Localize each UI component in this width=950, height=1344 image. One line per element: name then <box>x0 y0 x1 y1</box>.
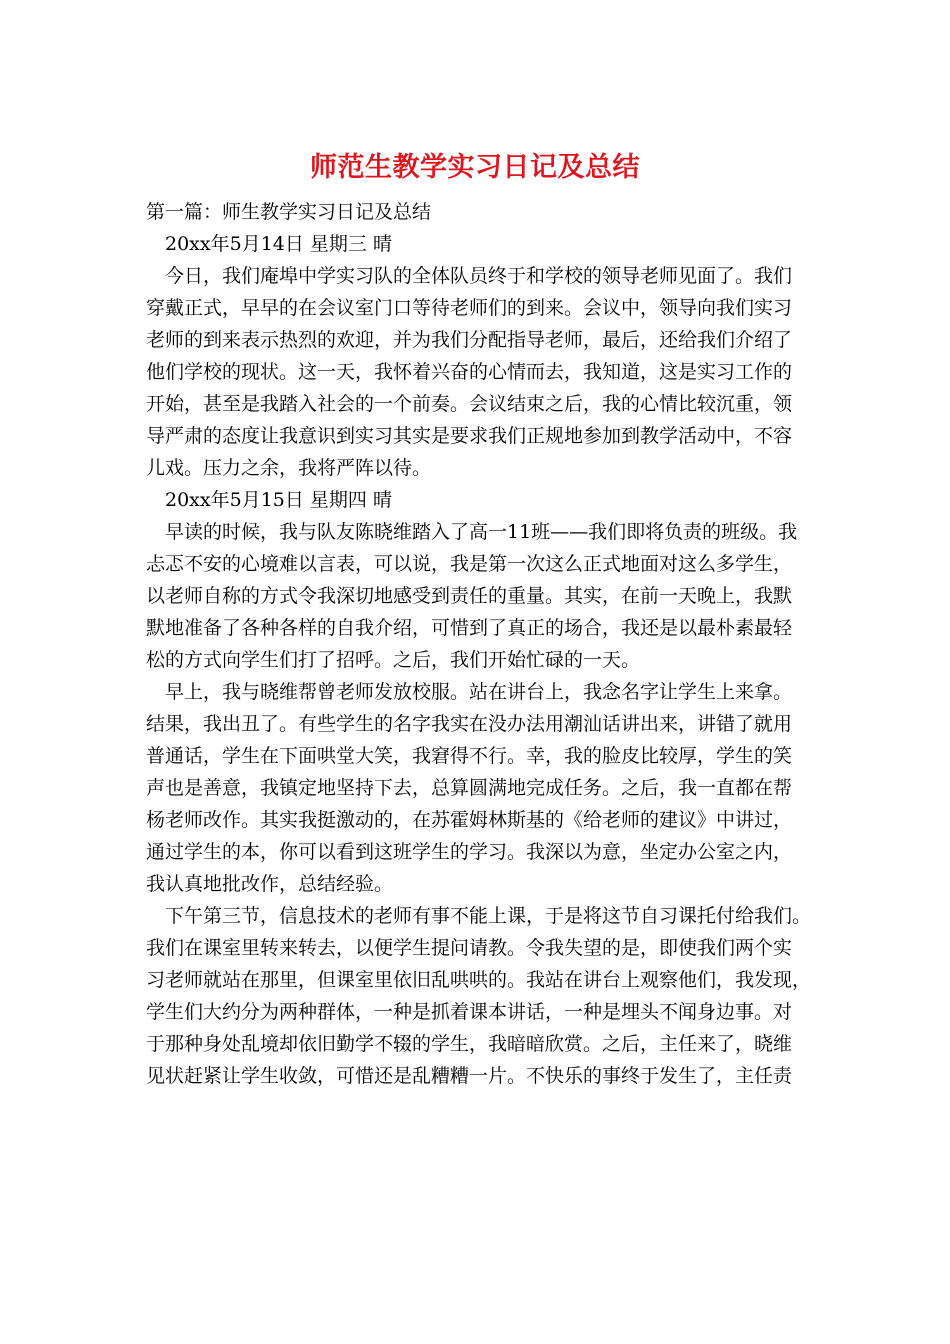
paragraph-line: 松的方式向学生们打了招呼。之后，我们开始忙碌的一天。 <box>146 649 641 671</box>
paragraph-line: 于那种身处乱境却依旧勤学不辍的学生，我暗暗欣赏。之后，主任来了，晓维 <box>146 1033 793 1055</box>
paragraph-line: 默地准备了各种各样的自我介绍，可惜到了真正的场合，我还是以最朴素最轻 <box>146 617 793 639</box>
paragraph-line: 以老师自称的方式令我深切地感受到责任的重量。其实，在前一天晚上，我默 <box>146 585 793 607</box>
paragraph-line: 早上，我与晓维帮曾老师发放校服。站在讲台上，我念名字让学生上来拿。 <box>165 681 793 703</box>
document-body <box>146 196 810 1092</box>
paragraph-line: 杨老师改作。其实我挺激动的，在苏霍姆林斯基的《给老师的建议》中讲过， <box>146 809 793 831</box>
entry-2-date: 20xx年5月15日 星期四 晴 <box>165 489 392 511</box>
paragraph-line: 下午第三节，信息技术的老师有事不能上课，于是将这节自习课托付给我们。 <box>165 905 812 927</box>
entry-1-date: 20xx年5月14日 星期三 晴 <box>165 233 392 255</box>
paragraph-line: 学生们大约分为两种群体，一种是抓着课本讲话，一种是埋头不闻身边事。对 <box>146 1001 793 1023</box>
paragraph-line: 早读的时候，我与队友陈晓维踏入了高一11班——我们即将负责的班级。我 <box>165 521 798 543</box>
paragraph-line: 儿戏。压力之余，我将严阵以待。 <box>146 457 432 479</box>
paragraph-line: 习老师就站在那里，但课室里依旧乱哄哄的。我站在讲台上观察他们，我发现， <box>146 969 812 991</box>
paragraph-line: 导严肃的态度让我意识到实习其实是要求我们正规地参加到教学活动中，不容 <box>146 425 793 447</box>
paragraph-line: 开始，甚至是我踏入社会的一个前奏。会议结束之后，我的心情比较沉重，领 <box>146 393 793 415</box>
paragraph-line: 老师的到来表示热烈的欢迎，并为我们分配指导老师，最后，还给我们介绍了 <box>146 329 793 351</box>
paragraph-line: 普通话，学生在下面哄堂大笑，我窘得不行。幸，我的脸皮比较厚，学生的笑 <box>146 745 793 767</box>
paragraph-line: 声也是善意，我镇定地坚持下去，总算圆满地完成任务。之后，我一直都在帮 <box>146 777 793 799</box>
paragraph-line: 穿戴正式，早早的在会议室门口等待老师们的到来。会议中，领导向我们实习 <box>146 297 793 319</box>
paragraph-line: 见状赶紧让学生收敛，可惜还是乱糟糟一片。不快乐的事终于发生了，主任责 <box>146 1065 793 1087</box>
paragraph-line: 我们在课室里转来转去，以便学生提问请教。令我失望的是，即使我们两个实 <box>146 937 793 959</box>
paragraph-line: 结果，我出丑了。有些学生的名字我实在没办法用潮汕话讲出来，讲错了就用 <box>146 713 793 735</box>
paragraph-line: 今日，我们庵埠中学实习队的全体队员终于和学校的领导老师见面了。我们 <box>165 265 793 287</box>
paragraph-line: 忐忑不安的心境难以言表，可以说，我是第一次这么正式地面对这么多学生， <box>146 553 793 575</box>
document-title: 师范生教学实习日记及总结 <box>310 152 640 183</box>
section-heading: 第一篇：师生教学实习日记及总结 <box>146 201 432 223</box>
paragraph-line: 通过学生的本，你可以看到这班学生的学习。我深以为意，坐定办公室之内， <box>146 841 793 863</box>
paragraph-line: 我认真地批改作，总结经验。 <box>146 873 394 895</box>
paragraph-line: 他们学校的现状。这一天，我怀着兴奋的心情而去，我知道，这是实习工作的 <box>146 361 793 383</box>
